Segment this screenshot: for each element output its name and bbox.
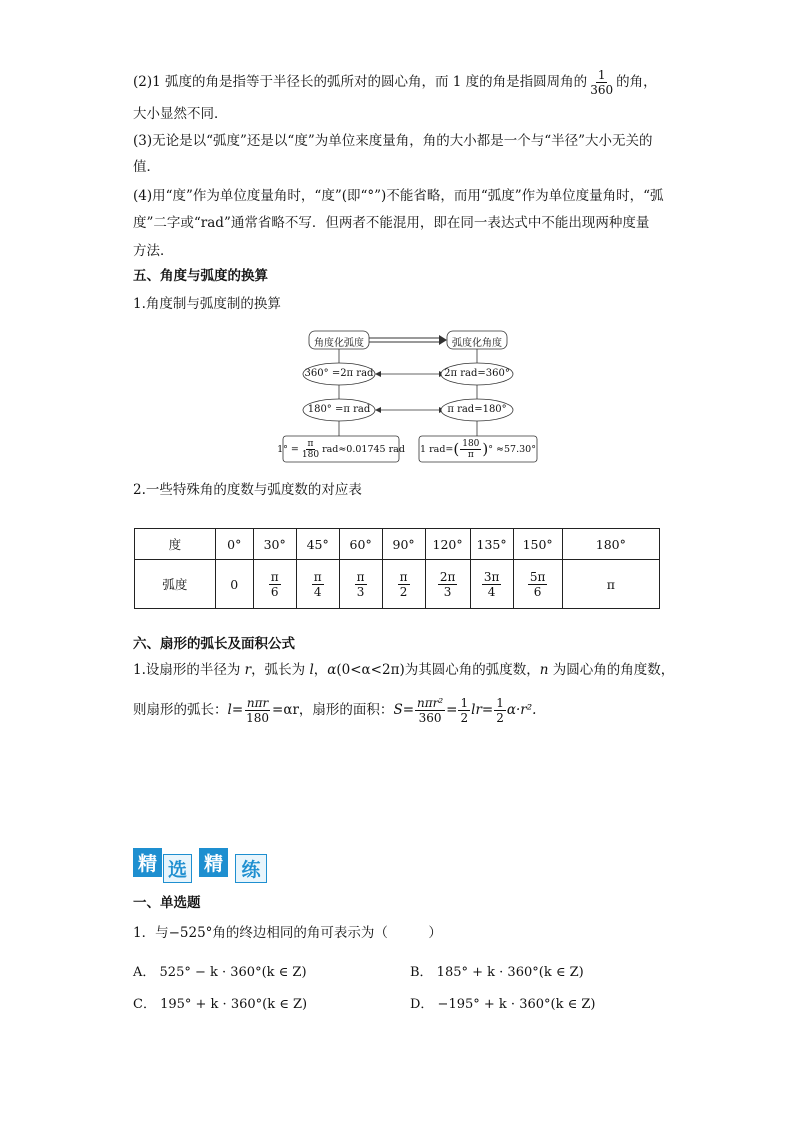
- radian-cell: $\frac{\pi}{2}$: [382, 560, 425, 609]
- degree-cell: 90°: [382, 529, 425, 560]
- option-b[interactable]: B． 185° + k · 360°(k ∈ Z): [410, 965, 584, 980]
- question-1: 1．与−525°角的终边相同的角可表示为（ ）: [133, 925, 442, 941]
- left-eq-180: 180° =π rad: [307, 404, 371, 415]
- angle-table: [134, 528, 660, 609]
- rad-to-deg-title: 弧度化角度: [452, 338, 502, 349]
- note-2-line-2: 大小显然不同．: [133, 106, 228, 122]
- banner-char-2: 选: [163, 854, 192, 883]
- degree-cell: 135°: [470, 529, 513, 560]
- note-4-line-1: (4)用“度”作为单位度量角时，“度”(即“°”)不能省略，而用“弧度”作为单位度量角时，“弧: [133, 188, 664, 204]
- degree-row: [135, 529, 660, 560]
- note-3-line-1: (3)无论是以“弧度”还是以“度”为单位来度量角，角的大小都是一个与“半径”大小无关的: [133, 133, 653, 149]
- degree-cell: 45°: [296, 529, 339, 560]
- section-5-sub-2: 2.一些特殊角的度数与弧度数的对应表: [133, 482, 362, 498]
- deg-to-rad-title: 角度化弧度: [314, 338, 364, 349]
- note-4-line-2: 度”二字或“rad”通常省略不写．但两者不能混用，即在同一表达式中不能出现两种度量: [133, 215, 650, 231]
- exercise-heading: 一、单选题: [133, 895, 201, 911]
- right-eq-2pi: 2π rad=360°: [444, 368, 510, 379]
- degree-cell: 60°: [339, 529, 382, 560]
- radian-row-label: 弧度: [135, 560, 216, 609]
- sector-definition: 1.设扇形的半径为 r，弧长为 l，α(0<α<2π)为其圆心角的弧度数，n 为圆心角的角度数，: [133, 662, 675, 678]
- left-eq-360: 360° =2π rad: [304, 368, 374, 379]
- sector-formulas: 则扇形的弧长：l= $\frac{\text{nπr}}{180}$ =αr，扇形的面积：S= $\frac{\text{nπr²}}{360}$ = $\frac{1}{2}$ lr= $\frac{1}{2}$ α·r².: [133, 696, 537, 725]
- radian-cell: $\frac{2\pi}{3}$: [425, 560, 470, 609]
- half-fraction: $\frac{1}{2}$: [460, 696, 469, 725]
- radian-row: [135, 560, 660, 609]
- section-5-sub-1: 1.角度制与弧度制的换算: [133, 296, 281, 312]
- option-d[interactable]: D． −195° + k · 360°(k ∈ Z): [410, 997, 596, 1012]
- one-radian-formula: 1 rad= ( $\frac{180}{\pi}$ ) ° ≈57.30°: [420, 438, 536, 460]
- radian-cell: $\frac{3\pi}{4}$: [470, 560, 513, 609]
- note-4-line-3: 方法．: [133, 243, 174, 259]
- fraction-1-360: $\frac{1}{360}$: [590, 68, 614, 97]
- practice-banner: [133, 848, 273, 884]
- area-fraction: $\frac{\text{nπr²}}{360}$: [417, 696, 444, 725]
- arc-length-fraction: $\frac{\text{nπr}}{180}$: [246, 696, 270, 725]
- radian-cell: $\frac{\pi}{4}$: [296, 560, 339, 609]
- right-eq-pi: π rad=180°: [447, 404, 507, 415]
- half-fraction: $\frac{1}{2}$: [496, 696, 504, 725]
- banner-char-4: 练: [235, 854, 267, 883]
- radian-cell: π: [562, 560, 659, 609]
- note-3-line-2: 值．: [133, 159, 160, 175]
- option-c[interactable]: C． 195° + k · 360°(k ∈ Z): [133, 997, 308, 1012]
- degree-cell: 0°: [215, 529, 253, 560]
- banner-char-3: 精: [199, 848, 228, 877]
- radian-cell: $\frac{\pi}{6}$: [253, 560, 296, 609]
- banner-char-1: 精: [133, 848, 162, 877]
- note-2-line-1: (2)1 弧度的角是指等于半径长的弧所对的圆心角，而 1 度的角是指圆周角的 $\frac{1}{360}$ 的角，: [133, 68, 657, 97]
- option-a[interactable]: A． 525° − k · 360°(k ∈ Z): [133, 965, 307, 980]
- degree-row-label: 度: [135, 529, 216, 560]
- radian-cell: $\frac{5\pi}{6}$: [513, 560, 562, 609]
- section-5-heading: 五、角度与弧度的换算: [133, 268, 268, 284]
- radian-cell: $\frac{\pi}{3}$: [339, 560, 382, 609]
- degree-cell: 150°: [513, 529, 562, 560]
- radian-cell: 0: [215, 560, 253, 609]
- degree-cell: 30°: [253, 529, 296, 560]
- note-2-text: (2)1 弧度的角是指等于半径长的弧所对的圆心角，而 1 度的角是指圆周角的: [133, 74, 588, 90]
- one-degree-formula: 1° = $\frac{\pi}{180}$ rad≈0.01745 rad: [277, 438, 405, 460]
- degree-cell: 180°: [562, 529, 659, 560]
- conversion-diagram: [277, 323, 543, 468]
- section-6-heading: 六、扇形的弧长及面积公式: [133, 636, 295, 652]
- degree-cell: 120°: [425, 529, 470, 560]
